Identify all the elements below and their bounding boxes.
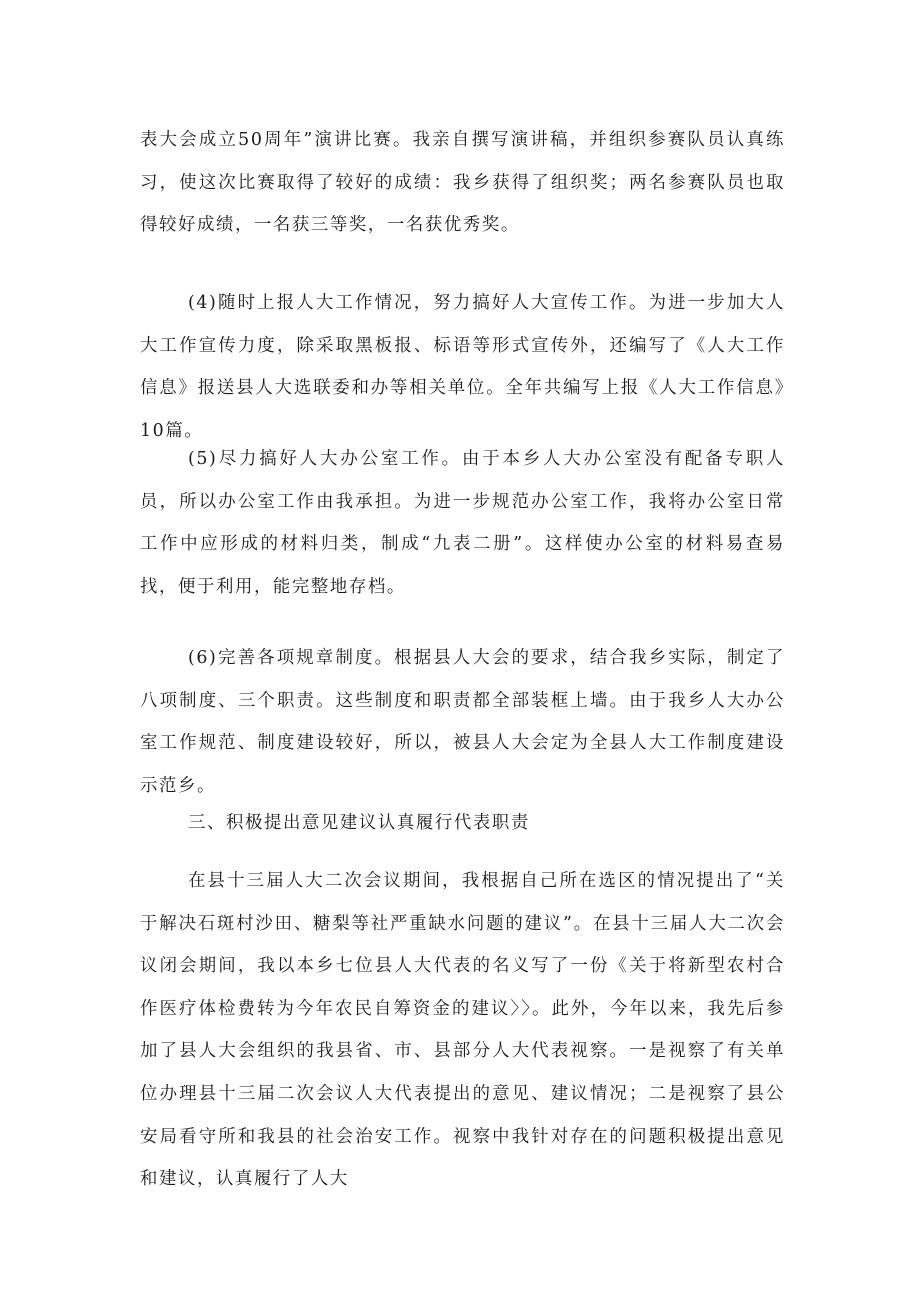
paragraph-item-5: (5)尽力搞好人大办公室工作。由于本乡人大办公室没有配备专职人员，所以办公室工作由我承担。为进一步规范办公室工作，我将办公室日常工作中应形成的材料归类，制成“九表二册”。这样使办公室的材料易查易找，便于利用，能完整地存档。 xyxy=(140,449,785,597)
paragraph-proposals: 在县十三届人大二次会议期间，我根据自己所在选区的情况提出了“关于解决石斑村沙田、糖梨等社严重缺水问题的建议”。在县十三届人大二次会议闭会期间，我以本乡七位县人大代表的名义写了一份《关于将新型农村合作医疗体检费转为今年农民自筹资金的建议〉〉。此外，今年以来，我先后参加了县人大会组织的我县省、市、县部分人大代表视察。一是视察了有关单位办理县十三届二次会议人大代表提出的意见、建议情况；二是视察了县公安局看守所和我县的社会治安工作。视察中我针对存在的问题积极提出意见和建议，认真履行了人大 xyxy=(140,871,785,1190)
paragraph-speech-contest: 表大会成立50周年”演讲比赛。我亲自撰写演讲稿，并组织参赛队员认真练习，使这次比赛取得了较好的成绩：我乡获得了组织奖；两名参赛队员也取得较好成绩，一名获三等奖，一名获优秀奖。 xyxy=(140,130,785,236)
section-heading: 三、积极提出意见建议认真履行代表职责 xyxy=(188,813,530,833)
paragraph-item-4: (4)随时上报人大工作情况，努力搞好人大宣传工作。为进一步加大人大工作宣传力度，除采取黑板报、标语等形式宣传外，还编写了《人大工作信息》报送县人大选联委和办等相关单位。全年共编写上报《人大工作信息》10篇。 xyxy=(140,293,785,441)
paragraph-item-6: (6)完善各项规章制度。根据县人大会的要求，结合我乡实际，制定了八项制度、三个职责。这些制度和职责都全部装框上墙。由于我乡人大办公室工作规范、制度建设较好，所以，被县人大会定为全县人大工作制度建设示范乡。 xyxy=(140,648,785,796)
